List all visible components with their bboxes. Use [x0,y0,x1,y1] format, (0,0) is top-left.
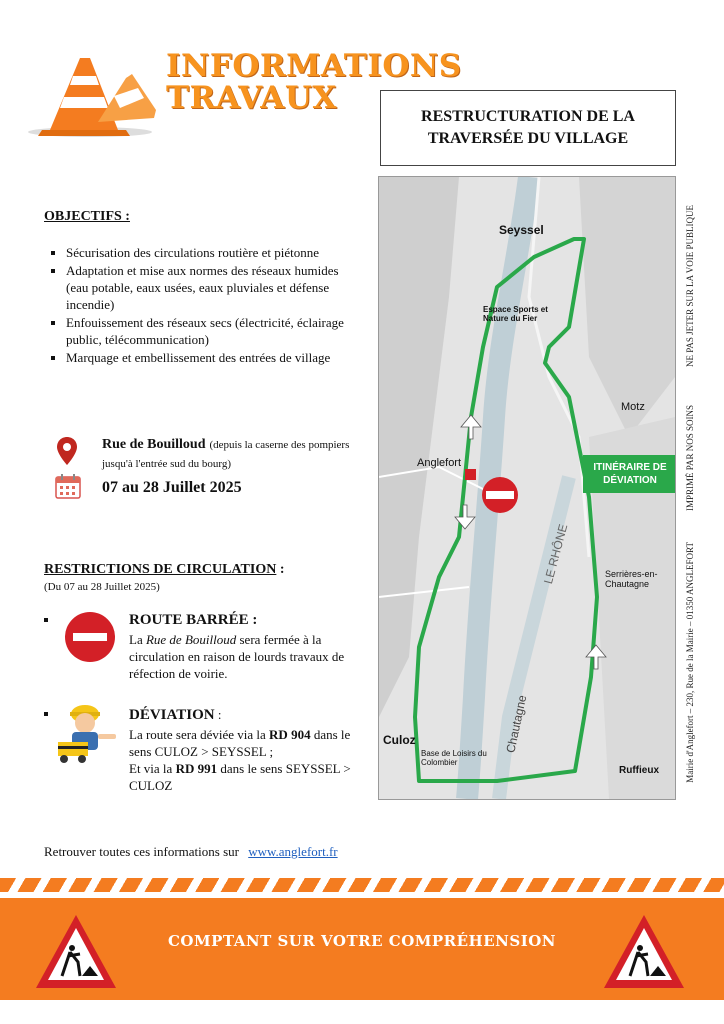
deviation-map [378,176,676,800]
footer-banner-text: COMPTANT SUR VOTRE COMPRÉHENSION [167,932,557,950]
deviation-road-904: RD 904 [269,727,311,742]
bullet [44,618,48,622]
street-detail: (depuis la caserne des pompiers jusqu'à l'entrée sud du bourg) [102,439,350,470]
street-name: Rue de Bouilloud [102,437,206,452]
map-label-serrieres: Serrières-en-Chautagne [605,569,658,589]
project-title: RESTRUCTURATION DE LA TRAVERSÉE DU VILLAGE [421,108,635,147]
restrictions-heading-text: RESTRICTIONS DE CIRCULATION [44,562,277,577]
side-note-3: Mairie d'Anglefort – 230, Rue de la Mairie – 01350 ANGLEFORT [685,542,695,783]
side-note-2: IMPRIMÉ PAR NOS SOINS [685,405,695,511]
deviation-line-1 [129,726,369,760]
deviation-line-1-pre: La route sera déviée via la [129,727,270,742]
location-pin-icon [56,436,78,466]
restrictions-period: (Du 07 au 28 Juillet 2025) [44,581,160,593]
map-label-ruffieux: Ruffieux [619,765,659,776]
deviation-road-991: RD 991 [175,761,218,776]
footer-info-text: Retrouver toutes ces informations sur [44,844,239,859]
side-note-1: NE PAS JETER SUR LA VOIE PUBLIQUE [685,205,695,368]
roadwork-sign-icon [34,912,118,992]
road-closed-text-post: sera fermée à la circulation en raison de lourds travaux de réfection de voirie. [129,632,345,681]
map-label-rhone: LE RHÔNE [540,522,571,586]
deviation-heading [129,706,369,724]
road-closed-text-pre: La [129,632,146,647]
map-label-espace: Espace Sports et Nature du Fier [483,305,548,323]
project-title-box [380,90,676,166]
hazard-stripes [0,878,724,892]
restrictions-heading [44,562,285,578]
map-label-seyssel: Seyssel [499,223,544,237]
deviation-line-2 [129,760,369,794]
road-closed-text [129,631,369,682]
objective-item: ▪ Sécurisation des circulations routière et piétonne [66,244,364,261]
map-label-base: Base de Loisirs du Colombier [421,749,487,767]
map-label-culoz: Culoz [383,733,416,747]
map-legend-text: ITINÉRAIRE DE DÉVIATION [593,462,667,486]
title-line-1: INFORMATIONS [166,48,462,84]
website-link[interactable]: www.anglefort.fr [248,844,338,859]
calendar-icon [55,473,81,499]
footer-info [44,844,338,860]
objective-item: ▪ Enfouissement des réseaux secs (électricité, éclairage public, télécommunication) [66,314,364,348]
restrictions-heading-suffix: : [276,562,285,577]
location-text [102,435,352,473]
bullet [44,712,48,716]
road-closed-street: Rue de Bouilloud [145,632,237,647]
works-dates: 07 au 28 Juillet 2025 [102,479,242,496]
map-label-chautagne: Chautagne [503,693,530,755]
worker-icon [52,696,122,764]
objectives-heading: OBJECTIFS : [44,209,130,224]
no-entry-icon [64,611,116,663]
roadwork-sign-icon [602,912,686,992]
title-line-2: TRAVAUX [166,80,337,116]
traffic-cone-icon [20,52,160,138]
road-closed-title: ROUTE BARRÉE : [129,612,258,628]
road-closed-block [129,612,369,682]
map-label-anglefort: Anglefort [417,457,462,469]
objective-item: ▪ Adaptation et mise aux normes des réseaux humides (eau potable, eaux usées, eaux pluviales et défense incendie) [66,262,364,313]
objectives-list [44,244,364,367]
deviation-title-suffix: : [214,707,222,722]
deviation-line-2-post: dans le sens SEYSSEL > CULOZ [129,761,351,793]
map-label-motz: Motz [621,401,645,413]
deviation-line-1-post: dans le sens CULOZ > SEYSSEL ; [129,727,351,759]
deviation-line-2-pre: Et via la [129,761,176,776]
deviation-block [129,706,369,794]
objective-item: ▪ Marquage et embellissement des entrées de village [66,349,364,366]
map-legend [583,455,676,493]
deviation-title: DÉVIATION [129,707,215,723]
